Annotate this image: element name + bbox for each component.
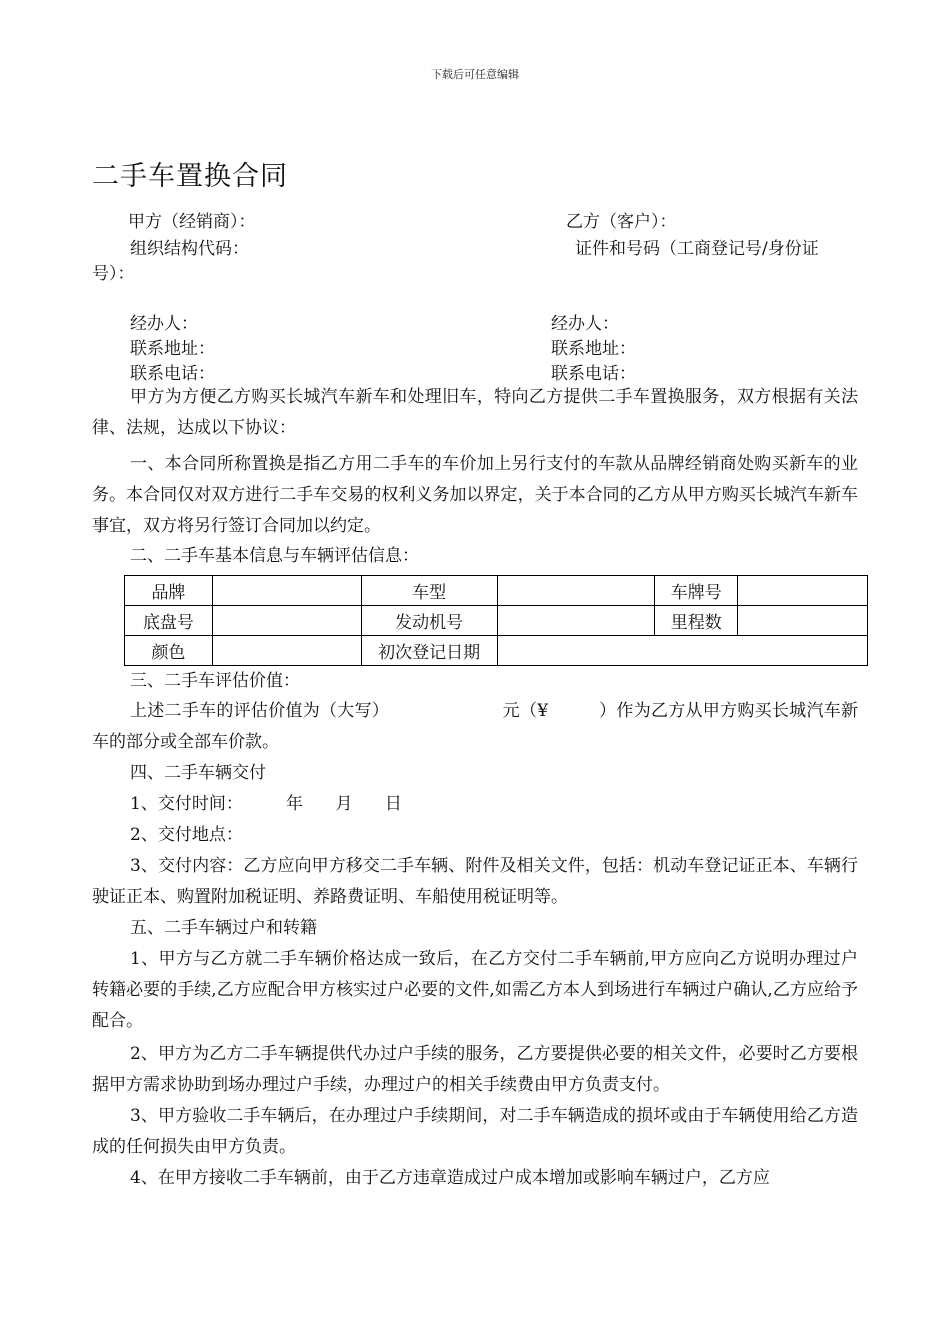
party-a-phone: 联系电话： [130,364,215,384]
clause-4-title: 四、二手车辆交付 [130,763,266,783]
party-a-agent: 经办人： [130,314,198,334]
party-b-address: 联系地址： [551,339,636,359]
party-a-address: 联系地址： [130,339,215,359]
clause-4-time: 1、交付时间： 年 月 日 [130,794,402,814]
engine-label: 发动机号 [361,606,497,636]
clause-2-title: 二、二手车基本信息与车辆评估信息： [130,546,419,566]
table-row [125,576,868,606]
clause-4-place: 2、交付地点： [130,825,243,845]
color-label: 颜色 [125,636,213,666]
party-b-phone: 联系电话： [551,364,636,384]
model-label: 车型 [361,576,497,606]
model-value-cell [497,576,655,606]
plate-label: 车牌号 [655,576,738,606]
brand-label: 品牌 [125,576,213,606]
party-b-id-line1: 证件和号码（工商登记号/身份证 [575,239,819,259]
vehicle-info-table [124,575,868,666]
first-reg-label: 初次登记日期 [361,636,497,666]
party-b-agent: 经办人： [551,314,619,334]
intro-paragraph: 甲方为方便乙方购买长城汽车新车和处理旧车，特向乙方提供二手车置换服务，双方根据有关法律、法规，达成以下协议： [92,387,858,438]
chassis-label: 底盘号 [125,606,213,636]
party-b-id-line2: 号）： [92,264,135,284]
document-title: 二手车置换合同 [92,161,288,192]
clause-4-content: 3、交付内容：乙方应向甲方移交二手车辆、附件及相关文件，包括：机动车登记证正本、车辆行驶证正本、购置附加税证明、养路费证明、车船使用税证明等。 [92,856,858,907]
clause-5-item-2: 2、甲方为乙方二手车辆提供代办过户手续的服务，乙方要提供必要的相关文件，必要时乙方要根据甲方需求协助到场办理过户手续，办理过户的相关手续费由甲方负责支付。 [92,1044,858,1095]
clause-1: 一、本合同所称置换是指乙方用二手车的车价加上另行支付的车款从品牌经销商处购买新车的业务。本合同仅对双方进行二手车交易的权利义务加以界定，关于本合同的乙方从甲方购买长城汽车新车事宜，双方将另行签订合同加以约定。 [92,454,858,536]
header-note: 下载后可任意编辑 [431,68,519,81]
clause-5-item-1: 1、甲方与乙方就二手车辆价格达成一致后，在乙方交付二手车辆前,甲方应向乙方说明办理过户转籍必要的手续,乙方应配合甲方核实过户必要的文件,如需乙方本人到场进行车辆过户确认,乙方应给予配合。 [92,949,858,1031]
party-a-org-code: 组织结构代码： [130,239,249,259]
engine-value-cell [497,606,655,636]
clause-5-item-4: 4、在甲方接收二手车辆前，由于乙方违章造成过户成本增加或影响车辆过户，乙方应 [130,1168,770,1188]
chassis-value-cell [212,606,361,636]
clause-3-body: 上述二手车的评估价值为（大写） 元（¥ ）作为乙方从甲方购买长城汽车新车的部分或全部车价款。 [92,701,858,752]
clause-3-title: 三、二手车评估价值： [130,671,300,691]
mileage-label: 里程数 [655,606,738,636]
party-b-label: 乙方（客户）： [566,212,677,232]
table-row [125,636,868,666]
party-a-label: 甲方（经销商）： [128,212,256,232]
first-reg-value-cell [497,636,868,666]
clause-5-title: 五、二手车辆过户和转籍 [130,918,317,938]
table-row [125,606,868,636]
color-value-cell [212,636,361,666]
clause-5-item-3: 3、甲方验收二手车辆后，在办理过户手续期间，对二手车辆造成的损坏或由于车辆使用给乙方造成的任何损失由甲方负责。 [92,1106,858,1157]
brand-value-cell [212,576,361,606]
mileage-value-cell [738,606,868,636]
plate-value-cell [738,576,868,606]
